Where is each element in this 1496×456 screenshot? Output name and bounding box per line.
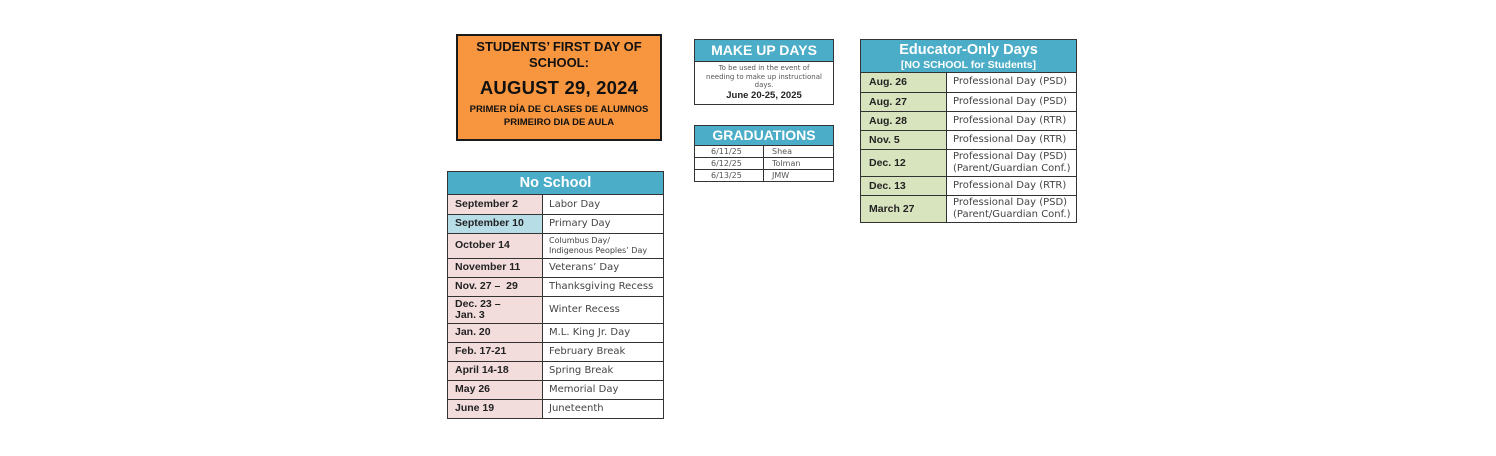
no-school-name: Thanksgiving Recess bbox=[543, 277, 664, 296]
educator-day-date: Aug. 27 bbox=[861, 92, 947, 111]
table-row bbox=[861, 176, 1076, 195]
educator-day-date: Nov. 5 bbox=[861, 130, 947, 149]
no-school-date: Nov. 27 – 29 bbox=[448, 277, 543, 296]
no-school-date: September 10 bbox=[448, 214, 543, 233]
graduation-school: Tolman bbox=[764, 158, 834, 170]
no-school-name: Labor Day bbox=[549, 198, 601, 210]
educator-day-date: March 27 bbox=[861, 195, 947, 222]
table-row bbox=[448, 296, 663, 323]
table-row bbox=[695, 158, 833, 170]
no-school-date: April 14-18 bbox=[448, 361, 543, 380]
no-school-name-line2: Indigenous Peoples’ Day bbox=[549, 245, 648, 255]
no-school-name: Memorial Day bbox=[543, 380, 664, 399]
no-school-name: Spring Break bbox=[543, 361, 664, 380]
table-row bbox=[448, 195, 663, 214]
educator-day-name: Professional Day (RTR) bbox=[947, 130, 1077, 149]
first-day-spanish: PRIMER DÍA DE CLASES DE ALUMNOS bbox=[469, 104, 649, 115]
no-school-name: Veterans’ Day bbox=[543, 258, 664, 277]
table-row bbox=[448, 277, 663, 296]
graduations-table bbox=[695, 146, 833, 181]
educator-day-name-line2: (Parent/Guardian Conf.) bbox=[953, 208, 1071, 220]
makeup-days-title: MAKE UP DAYS bbox=[695, 40, 833, 62]
educator-day-name: Professional Day (PSD) bbox=[947, 92, 1077, 111]
no-school-date: May 26 bbox=[448, 380, 543, 399]
educator-day-name bbox=[947, 149, 1077, 176]
makeup-days-dates: June 20-25, 2025 bbox=[726, 89, 802, 101]
table-row bbox=[448, 214, 663, 233]
educator-day-date: Aug. 26 bbox=[861, 73, 947, 92]
first-day-date: AUGUST 29, 2024 bbox=[479, 77, 639, 98]
table-row bbox=[861, 92, 1076, 111]
no-school-table bbox=[448, 195, 663, 418]
table-row bbox=[695, 146, 833, 158]
educator-day-name-line2: (Parent/Guardian Conf.) bbox=[953, 162, 1071, 174]
no-school-date-line2: Jan. 3 bbox=[455, 308, 485, 321]
no-school-box bbox=[447, 171, 664, 419]
graduation-date: 6/12/25 bbox=[695, 158, 764, 170]
no-school-name: Winter Recess bbox=[543, 296, 664, 323]
educator-day-name: Professional Day (PSD) bbox=[953, 76, 1068, 88]
educator-day-date: Dec. 13 bbox=[861, 176, 947, 195]
table-row bbox=[448, 399, 663, 418]
educator-days-header bbox=[861, 40, 1076, 73]
table-row bbox=[861, 195, 1076, 222]
no-school-name: Juneteenth bbox=[543, 399, 664, 418]
first-day-portuguese: PRIMEIRO DIA DE AULA bbox=[503, 117, 615, 128]
table-row bbox=[448, 323, 663, 342]
no-school-name: M.L. King Jr. Day bbox=[543, 323, 664, 342]
table-row bbox=[861, 130, 1076, 149]
educator-days-table bbox=[861, 73, 1076, 222]
educator-day-name bbox=[947, 195, 1077, 222]
graduation-school: JMW bbox=[764, 170, 834, 182]
table-row bbox=[448, 380, 663, 399]
table-row bbox=[695, 170, 833, 182]
no-school-date: September 2 bbox=[448, 195, 543, 214]
makeup-days-box bbox=[694, 39, 834, 105]
no-school-title: No School bbox=[448, 172, 663, 195]
no-school-date bbox=[448, 296, 543, 323]
no-school-date: Jan. 20 bbox=[448, 323, 543, 342]
no-school-name-line1: Columbus Day/ bbox=[549, 235, 610, 245]
no-school-name bbox=[543, 233, 664, 258]
table-row bbox=[448, 233, 663, 258]
graduations-box bbox=[694, 125, 834, 182]
graduation-date: 6/11/25 bbox=[695, 146, 764, 158]
no-school-date: June 19 bbox=[448, 399, 543, 418]
educator-day-name: Professional Day (RTR) bbox=[947, 111, 1077, 130]
educator-day-name-line1: Professional Day (PSD) bbox=[953, 196, 1068, 208]
educator-days-title: Educator-Only Days bbox=[899, 42, 1038, 58]
table-row bbox=[448, 258, 663, 277]
graduations-title: GRADUATIONS bbox=[695, 126, 833, 146]
educator-day-date: Dec. 12 bbox=[861, 149, 947, 176]
table-row bbox=[861, 111, 1076, 130]
no-school-date: Feb. 17-21 bbox=[448, 342, 543, 361]
educator-days-subtitle: [NO SCHOOL for Students] bbox=[900, 59, 1037, 71]
graduation-school: Shea bbox=[772, 147, 792, 156]
table-row bbox=[448, 342, 663, 361]
educator-day-date: Aug. 28 bbox=[861, 111, 947, 130]
no-school-date-line1: Dec. 23 – bbox=[455, 297, 501, 310]
no-school-date: November 11 bbox=[448, 258, 543, 277]
educator-days-box bbox=[860, 39, 1077, 223]
no-school-name: Primary Day bbox=[543, 214, 664, 233]
graduation-date: 6/13/25 bbox=[695, 170, 764, 182]
first-day-heading: STUDENTS’ FIRST DAY OF SCHOOL: bbox=[476, 39, 642, 70]
no-school-name: February Break bbox=[543, 342, 664, 361]
educator-day-name: Professional Day (RTR) bbox=[947, 176, 1077, 195]
table-row bbox=[861, 73, 1076, 92]
educator-day-name-line1: Professional Day (PSD) bbox=[953, 150, 1068, 162]
first-day-box bbox=[456, 34, 662, 141]
no-school-date: October 14 bbox=[448, 233, 543, 258]
table-row bbox=[448, 361, 663, 380]
table-row bbox=[861, 149, 1076, 176]
makeup-days-note: To be used in the event of needing to make up instructional days. bbox=[706, 64, 822, 89]
